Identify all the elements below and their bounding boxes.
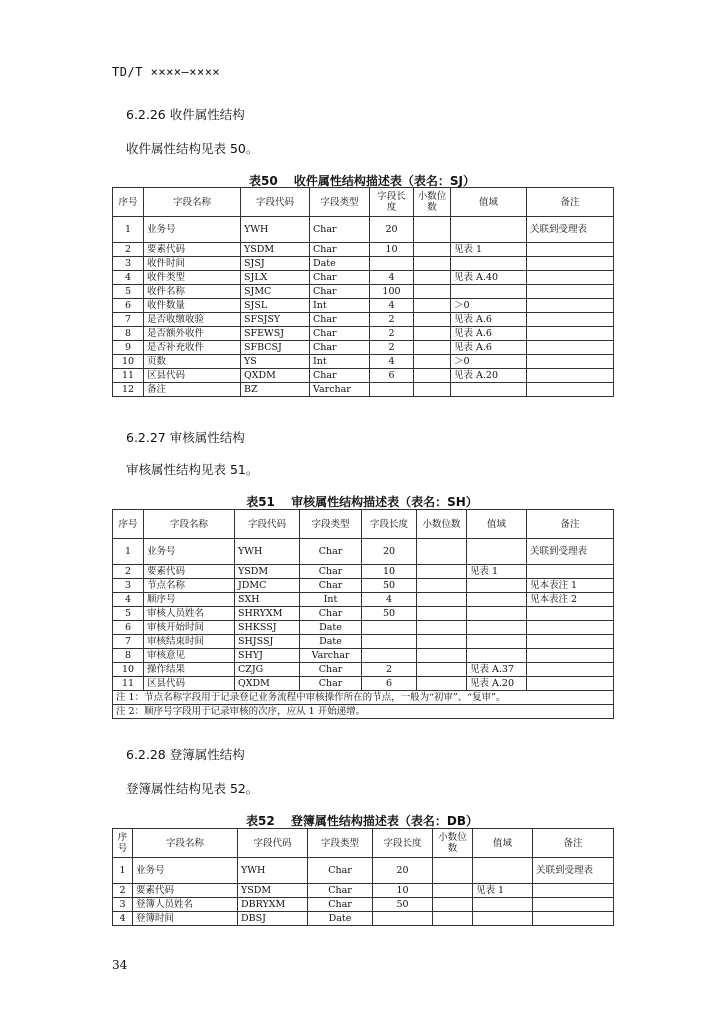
table-row: [113, 858, 614, 884]
table-cell: 区县代码: [144, 677, 235, 691]
column-header: 字段名称: [144, 188, 241, 217]
table-cell: Char: [310, 271, 370, 285]
table-cell: [467, 635, 527, 649]
table-cell: Char: [308, 898, 373, 912]
table-cell: 见表 1: [451, 243, 527, 257]
table-cell: [533, 884, 614, 898]
table-cell: SHJSSJ: [235, 635, 300, 649]
table-cell: 审核意见: [144, 649, 235, 663]
table-cell: SJSJ: [241, 257, 310, 271]
table-cell: Varchar: [300, 649, 362, 663]
table-cell: Int: [310, 355, 370, 369]
table-cell: 2: [113, 565, 144, 579]
table-cell: [414, 383, 451, 397]
table-cell: 见表 A.6: [451, 313, 527, 327]
table-cell: 1: [113, 858, 133, 884]
table-cell: 2: [362, 663, 417, 677]
table-cell: 4: [370, 271, 414, 285]
table-cell: 4: [113, 912, 133, 926]
column-header: 序号: [113, 829, 133, 858]
column-header: 字段代码: [235, 510, 300, 539]
table-cell: 业务号: [144, 539, 235, 565]
table-cell: 10: [370, 243, 414, 257]
table-cell: YSDM: [238, 884, 308, 898]
table-cell: 审核人员姓名: [144, 607, 235, 621]
table-cell: 业务号: [133, 858, 238, 884]
page-number: 34: [112, 958, 128, 972]
table-row: [113, 884, 614, 898]
column-header: 值域: [473, 829, 533, 858]
table-cell: YWH: [241, 217, 310, 243]
table-cell: 是否补充收件: [144, 341, 241, 355]
section-heading-6-2-26: 6.2.26 收件属性结构: [126, 107, 245, 122]
table-row: [113, 635, 614, 649]
table-cell: Date: [310, 257, 370, 271]
table-cell: DBRYXM: [238, 898, 308, 912]
table-cell: Char: [310, 341, 370, 355]
table-cell: 收件类型: [144, 271, 241, 285]
table-cell: [414, 313, 451, 327]
table-cell: 见表 A.6: [451, 327, 527, 341]
table-row: [113, 621, 614, 635]
table-cell: QXDM: [235, 677, 300, 691]
table-cell: [527, 635, 614, 649]
table-cell: Char: [310, 327, 370, 341]
table-cell: DBSJ: [238, 912, 308, 926]
table-cell: 50: [362, 579, 417, 593]
column-header: 备注: [533, 829, 614, 858]
table-cell: 见表 1: [467, 565, 527, 579]
table-cell: Char: [300, 663, 362, 677]
table-cell: 100: [370, 285, 414, 299]
table-cell: 是否收缴收验: [144, 313, 241, 327]
table-row: [113, 257, 614, 271]
table-cell: [414, 355, 451, 369]
column-header: 字段名称: [133, 829, 238, 858]
table-cell: Date: [300, 635, 362, 649]
column-header: 字段代码: [238, 829, 308, 858]
table-cell: [417, 621, 467, 635]
table-cell: SFSJSY: [241, 313, 310, 327]
section-paragraph-6-2-28: 登簿属性结构见表 52。: [126, 781, 259, 796]
table-cell: 要素代码: [133, 884, 238, 898]
table-cell: [433, 858, 473, 884]
table-cell: 5: [113, 607, 144, 621]
table-cell: [533, 912, 614, 926]
table-row: [113, 369, 614, 383]
table-cell: [527, 607, 614, 621]
table-cell: 区县代码: [144, 369, 241, 383]
column-header: 字段长度: [373, 829, 433, 858]
table-cell: Char: [310, 217, 370, 243]
table-cell: 8: [113, 327, 144, 341]
table-cell: [473, 898, 533, 912]
table-cell: [414, 217, 451, 243]
table-cell: Char: [300, 607, 362, 621]
table-cell: [414, 257, 451, 271]
table-row: [113, 383, 614, 397]
table-cell: SHKSSJ: [235, 621, 300, 635]
column-header: 字段名称: [144, 510, 235, 539]
table-cell: 3: [113, 898, 133, 912]
table-cell: ＞0: [451, 355, 527, 369]
table-cell: 7: [113, 635, 144, 649]
section-heading-6-2-28: 6.2.28 登簿属性结构: [126, 747, 245, 762]
column-header: 字段代码: [241, 188, 310, 217]
table-cell: YSDM: [241, 243, 310, 257]
table-cell: YSDM: [235, 565, 300, 579]
table-cell: 3: [113, 579, 144, 593]
table-cell: YWH: [235, 539, 300, 565]
table-cell: YS: [241, 355, 310, 369]
table-cell: SFBCSJ: [241, 341, 310, 355]
table-cell: [527, 257, 614, 271]
table-cell: 4: [362, 593, 417, 607]
table-cell: 4: [113, 271, 144, 285]
table-row: [113, 271, 614, 285]
table-cell: SJSL: [241, 299, 310, 313]
table-cell: 备注: [144, 383, 241, 397]
column-header: 小数位数: [414, 188, 451, 217]
table-cell: 6: [362, 677, 417, 691]
table-cell: 1: [113, 217, 144, 243]
table-cell: 9: [113, 341, 144, 355]
table-cell: 12: [113, 383, 144, 397]
table-cell: 登簿时间: [133, 912, 238, 926]
table-cell: 见表 A.40: [451, 271, 527, 285]
column-header: 字段类型: [310, 188, 370, 217]
table-cell: 6: [113, 621, 144, 635]
table-header-row: [113, 188, 614, 217]
table-cell: 页数: [144, 355, 241, 369]
table-cell: [433, 898, 473, 912]
table-cell: [370, 383, 414, 397]
table-row: [113, 649, 614, 663]
table-cell: 要素代码: [144, 565, 235, 579]
table-row: [113, 607, 614, 621]
table-cell: 10: [113, 355, 144, 369]
table-cell: Int: [300, 593, 362, 607]
table-cell: 见表 A.37: [467, 663, 527, 677]
table-cell: 收件时间: [144, 257, 241, 271]
table-cell: [467, 539, 527, 565]
column-header: 字段长度: [362, 510, 417, 539]
section-paragraph-6-2-27: 审核属性结构见表 51。: [126, 462, 259, 477]
table-cell: Char: [310, 285, 370, 299]
table-row: [113, 677, 614, 691]
table-row: [113, 243, 614, 257]
table-cell: 2: [370, 327, 414, 341]
table-cell: 7: [113, 313, 144, 327]
table-cell: [527, 663, 614, 677]
table-cell: [417, 593, 467, 607]
table-cell: Char: [310, 243, 370, 257]
table-cell: 关联到受理表: [533, 858, 614, 884]
table-cell: 操作结果: [144, 663, 235, 677]
table-cell: [414, 369, 451, 383]
table-cell: [467, 621, 527, 635]
table-cell: [527, 621, 614, 635]
table-cell: 见本表注 1: [527, 579, 614, 593]
table-52: [112, 828, 614, 926]
table-cell: 4: [113, 593, 144, 607]
column-header: 字段类型: [308, 829, 373, 858]
table-cell: 见本表注 2: [527, 593, 614, 607]
table-cell: CZJG: [235, 663, 300, 677]
table-cell: 11: [113, 677, 144, 691]
column-header: 小数位数: [417, 510, 467, 539]
table-cell: SJLX: [241, 271, 310, 285]
table-cell: [527, 313, 614, 327]
table-cell: 20: [373, 858, 433, 884]
table-cell: [414, 341, 451, 355]
table-cell: SHYJ: [235, 649, 300, 663]
table-cell: 8: [113, 649, 144, 663]
table-cell: [414, 271, 451, 285]
table-cell: [414, 285, 451, 299]
table-cell: BZ: [241, 383, 310, 397]
table-cell: 10: [362, 565, 417, 579]
table-cell: [467, 579, 527, 593]
table-cell: JDMC: [235, 579, 300, 593]
table-cell: 10: [373, 884, 433, 898]
table-cell: Char: [300, 579, 362, 593]
table-51: [112, 509, 614, 719]
table-cell: 见表 A.6: [451, 341, 527, 355]
table-cell: 20: [370, 217, 414, 243]
table-header-row: [113, 510, 614, 539]
column-header: 序号: [113, 510, 144, 539]
table-cell: 顺序号: [144, 593, 235, 607]
table-row: [113, 217, 614, 243]
table-row: [113, 313, 614, 327]
section-paragraph-6-2-26: 收件属性结构见表 50。: [126, 141, 259, 156]
table-row: [113, 285, 614, 299]
table-cell: 见表 A.20: [451, 369, 527, 383]
table-cell: [417, 635, 467, 649]
table-cell: Char: [300, 565, 362, 579]
table-cell: 收件数量: [144, 299, 241, 313]
table-51-caption: 表51 审核属性结构描述表（表名：SH）: [246, 495, 478, 509]
table-cell: 4: [370, 355, 414, 369]
table-row: [113, 663, 614, 677]
table-row: [113, 912, 614, 926]
table-cell: [417, 579, 467, 593]
table-cell: 见表 1: [473, 884, 533, 898]
table-cell: [451, 217, 527, 243]
table-cell: [414, 327, 451, 341]
column-header: 值域: [467, 510, 527, 539]
table-cell: [527, 649, 614, 663]
table-cell: 2: [370, 313, 414, 327]
column-header: 字段长度: [370, 188, 414, 217]
table-cell: [527, 383, 614, 397]
table-cell: [527, 243, 614, 257]
table-cell: [473, 858, 533, 884]
table-cell: [433, 912, 473, 926]
table-cell: 是否额外收件: [144, 327, 241, 341]
table-cell: [527, 565, 614, 579]
table-row: [113, 565, 614, 579]
table-cell: 审核开始时间: [144, 621, 235, 635]
table-row: [113, 341, 614, 355]
table-cell: Date: [308, 912, 373, 926]
table-row: [113, 579, 614, 593]
table-cell: SFEWSJ: [241, 327, 310, 341]
table-cell: SJMC: [241, 285, 310, 299]
table-cell: Char: [308, 884, 373, 898]
table-cell: [451, 285, 527, 299]
table-cell: 业务号: [144, 217, 241, 243]
table-cell: SXH: [235, 593, 300, 607]
table-cell: [527, 271, 614, 285]
table-cell: 2: [370, 341, 414, 355]
table-row: [113, 299, 614, 313]
table-cell: 要素代码: [144, 243, 241, 257]
table-cell: [433, 884, 473, 898]
table-cell: 登簿人员姓名: [133, 898, 238, 912]
table-note-row: [113, 705, 614, 719]
table-cell: Char: [300, 539, 362, 565]
table-cell: 见表 A.20: [467, 677, 527, 691]
table-cell: [527, 299, 614, 313]
table-52-caption: 表52 登簿属性结构描述表（表名：DB）: [246, 814, 478, 828]
table-cell: SHRYXM: [235, 607, 300, 621]
table-cell: [467, 649, 527, 663]
column-header: 序号: [113, 188, 144, 217]
table-cell: Char: [310, 313, 370, 327]
table-cell: QXDM: [241, 369, 310, 383]
column-header: 小数位数: [433, 829, 473, 858]
table-cell: [467, 607, 527, 621]
table-cell: 3: [113, 257, 144, 271]
table-cell: 50: [373, 898, 433, 912]
table-cell: [417, 677, 467, 691]
table-cell: 50: [362, 607, 417, 621]
table-cell: 节点名称: [144, 579, 235, 593]
table-cell: [473, 912, 533, 926]
table-50-caption: 表50 收件属性结构描述表（表名：SJ）: [249, 174, 475, 188]
table-cell: 10: [113, 663, 144, 677]
table-cell: [414, 243, 451, 257]
table-cell: [414, 299, 451, 313]
table-cell: 审核结束时间: [144, 635, 235, 649]
table-cell: [527, 355, 614, 369]
table-cell: [417, 649, 467, 663]
table-row: [113, 327, 614, 341]
table-cell: Char: [300, 677, 362, 691]
table-cell: Char: [310, 369, 370, 383]
table-cell: [527, 677, 614, 691]
table-cell: [362, 635, 417, 649]
table-cell: 2: [113, 884, 133, 898]
table-cell: 20: [362, 539, 417, 565]
table-cell: Varchar: [310, 383, 370, 397]
column-header: 值域: [451, 188, 527, 217]
table-cell: [417, 663, 467, 677]
table-cell: [451, 257, 527, 271]
table-cell: [527, 285, 614, 299]
table-cell: [527, 369, 614, 383]
table-cell: Date: [300, 621, 362, 635]
table-row: [113, 898, 614, 912]
table-cell: [417, 607, 467, 621]
table-cell: 11: [113, 369, 144, 383]
table-cell: [362, 649, 417, 663]
table-note: 注 2：顺序号字段用于记录审核的次序，应从 1 开始递增。: [113, 705, 614, 719]
table-header-row: [113, 829, 614, 858]
table-cell: 6: [113, 299, 144, 313]
table-cell: 关联到受理表: [527, 539, 614, 565]
column-header: 备注: [527, 510, 614, 539]
section-heading-6-2-27: 6.2.27 审核属性结构: [126, 430, 245, 445]
table-50: [112, 187, 614, 397]
table-row: [113, 539, 614, 565]
table-cell: [370, 257, 414, 271]
table-cell: [362, 621, 417, 635]
table-cell: 1: [113, 539, 144, 565]
table-cell: [417, 539, 467, 565]
table-cell: 2: [113, 243, 144, 257]
table-cell: [533, 898, 614, 912]
standard-code: TD/T ××××—××××: [112, 65, 221, 79]
table-cell: ＞0: [451, 299, 527, 313]
table-cell: [373, 912, 433, 926]
table-cell: 关联到受理表: [527, 217, 614, 243]
table-cell: YWH: [238, 858, 308, 884]
table-note: 注 1：节点名称字段用于记录登记业务流程中审核操作所在的节点，一般为“初审”、“复审”。: [113, 691, 614, 705]
table-cell: 5: [113, 285, 144, 299]
table-cell: [527, 341, 614, 355]
column-header: 字段类型: [300, 510, 362, 539]
table-row: [113, 355, 614, 369]
table-cell: [451, 383, 527, 397]
table-cell: 收件名称: [144, 285, 241, 299]
table-row: [113, 593, 614, 607]
table-cell: Char: [308, 858, 373, 884]
table-cell: 4: [370, 299, 414, 313]
table-cell: [527, 327, 614, 341]
table-cell: Int: [310, 299, 370, 313]
column-header: 备注: [527, 188, 614, 217]
table-cell: 6: [370, 369, 414, 383]
table-note-row: [113, 691, 614, 705]
table-cell: [467, 593, 527, 607]
table-cell: [417, 565, 467, 579]
